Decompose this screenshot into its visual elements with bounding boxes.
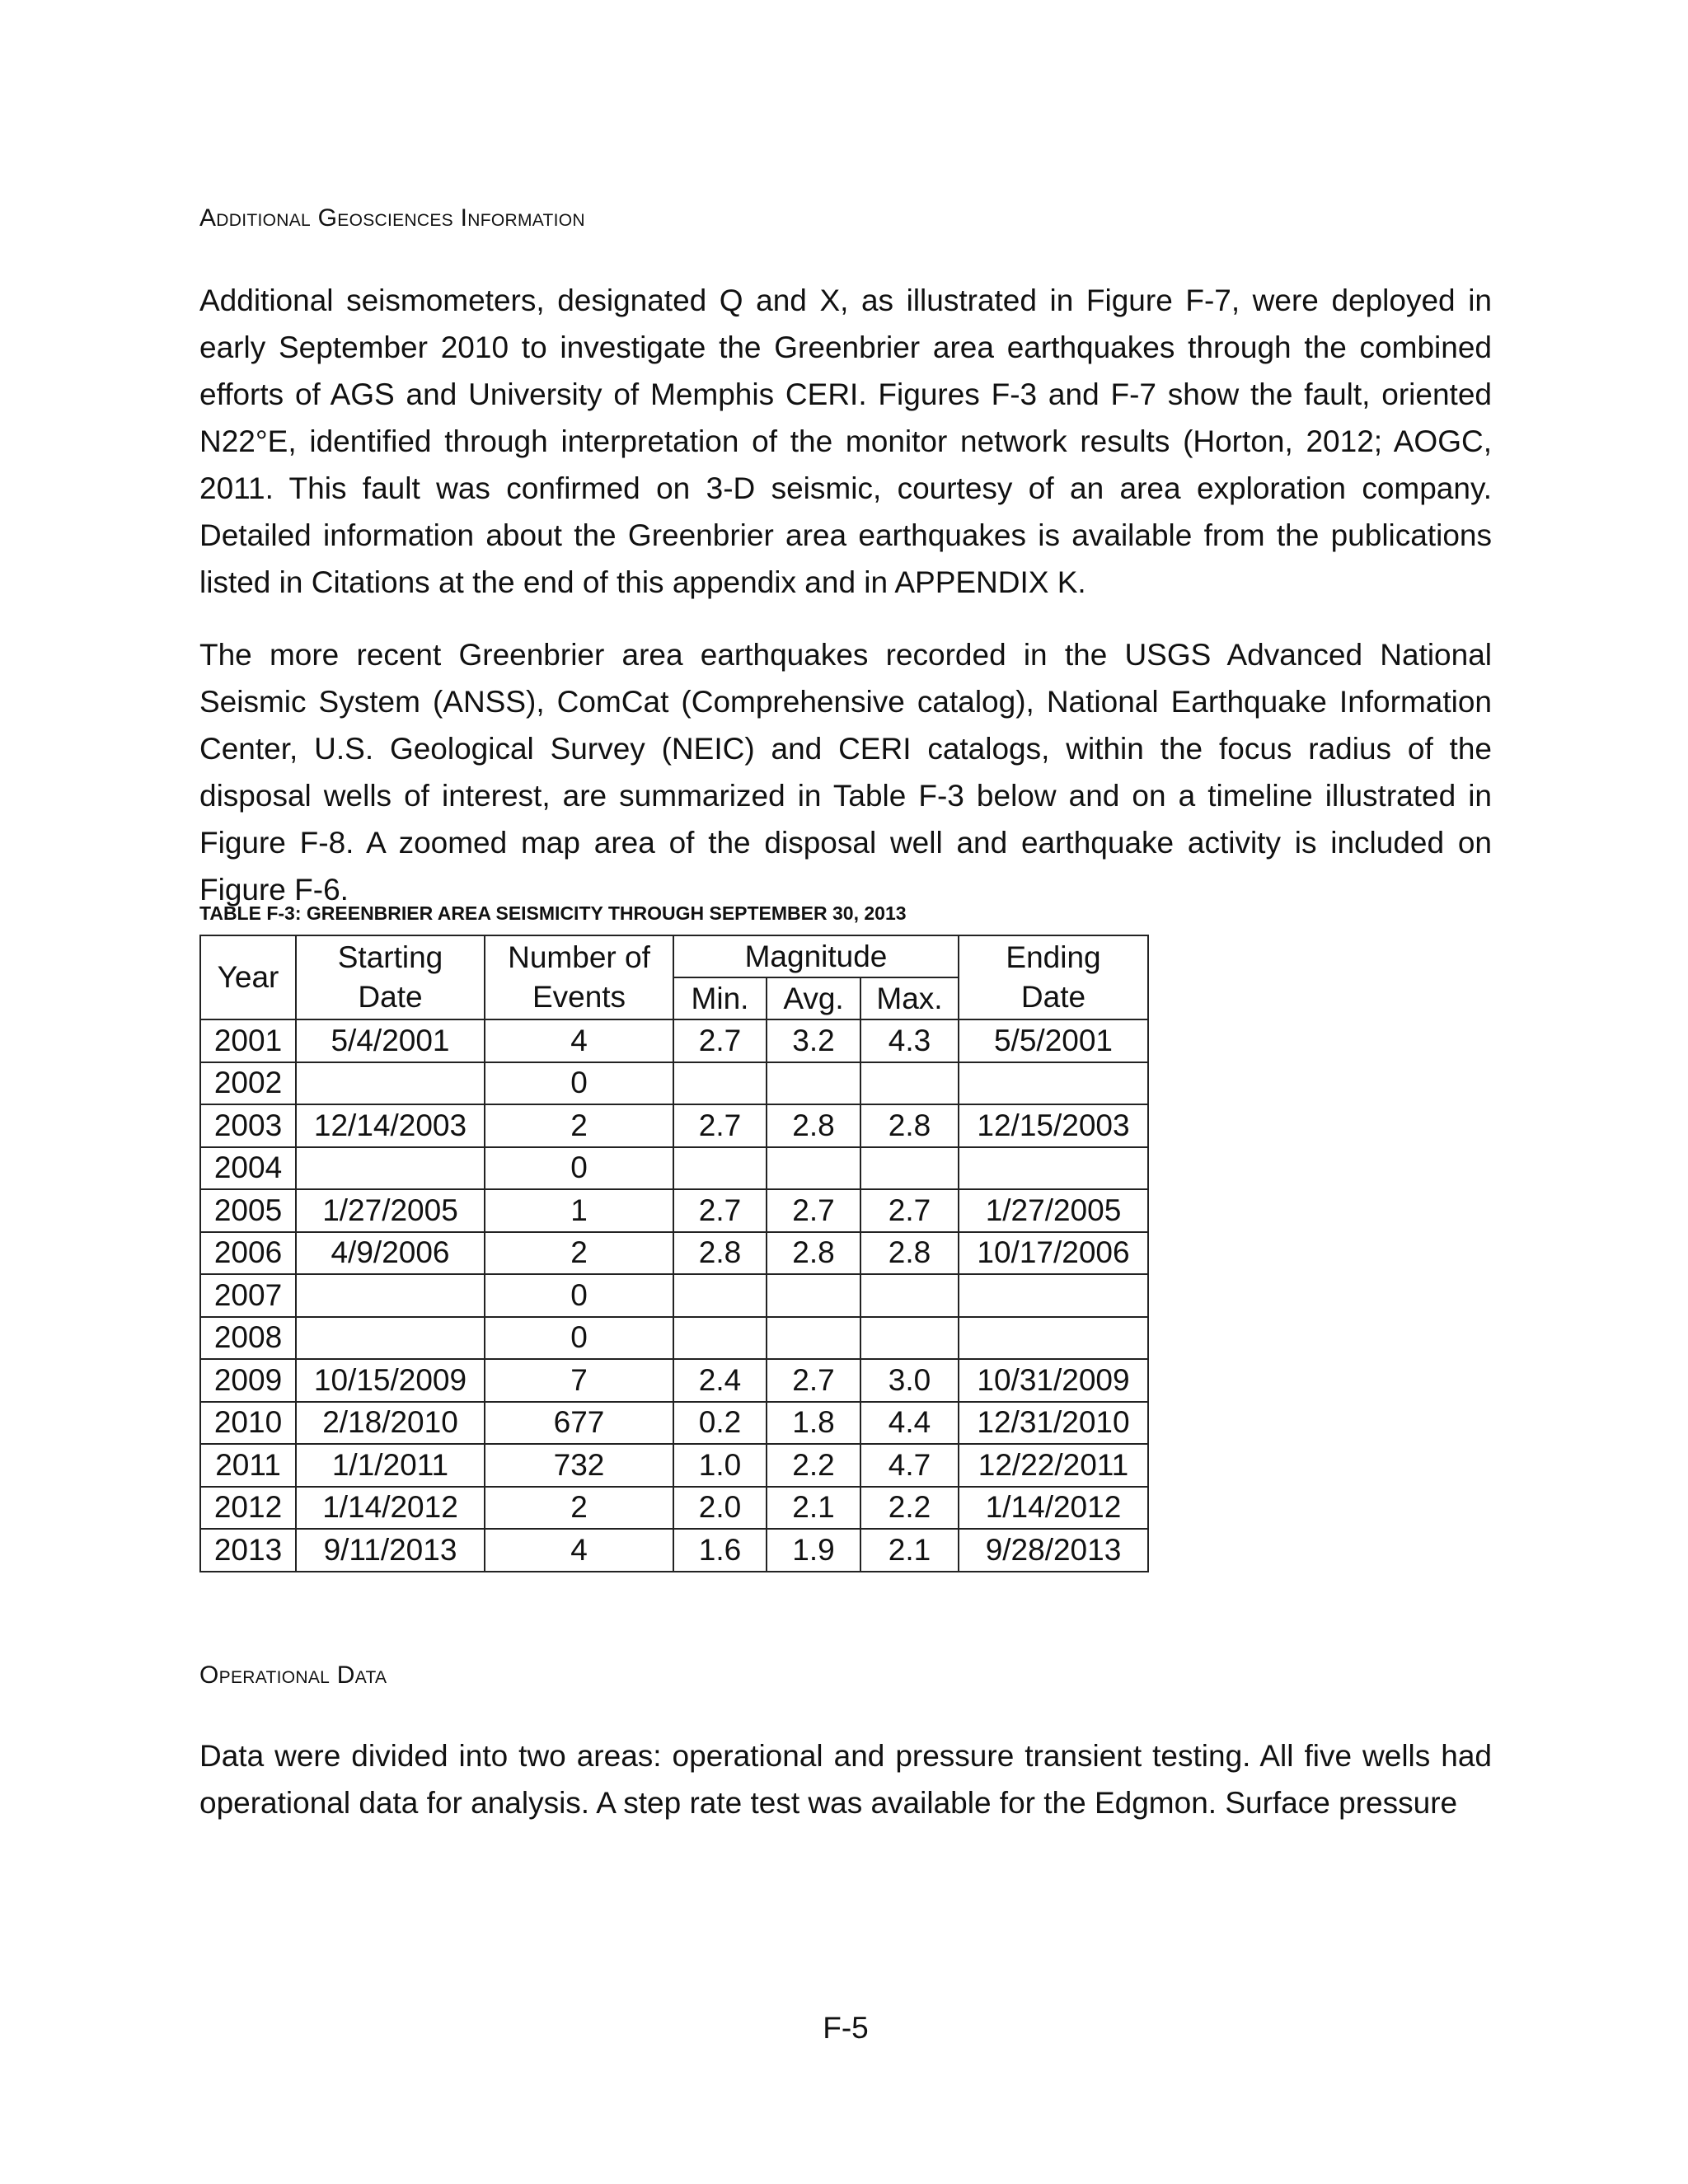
table-row	[200, 1402, 1148, 1445]
cell-events: 0	[485, 1062, 673, 1105]
paragraph-seismometers: Additional seismometers, designated Q and X, as illustrated in Figure F-7, were deployed in early September 2010 to investigate the Greenbrier area earthquakes through the combined efforts of AGS and University of Memphis CERI. Figures F-3 and F-7 show the fault, oriented N22°E, identified through interpretation of the monitor network results (Horton, 2012; AOGC, 2011. This fault was confirmed on 3-D seismic, courtesy of an area exploration company. Detailed information about the Greenbrier area earthquakes is available from the publications listed in Citations at the end of this appendix and in APPENDIX K.	[199, 284, 1492, 599]
cell-year: 2007	[200, 1274, 296, 1317]
table-row	[200, 1487, 1148, 1530]
cell-end: 12/22/2011	[959, 1444, 1148, 1487]
table-row	[200, 1317, 1148, 1360]
cell-max	[860, 1147, 959, 1190]
cell-start	[296, 1317, 485, 1360]
cell-year: 2013	[200, 1529, 296, 1572]
cell-min: 2.7	[673, 1189, 767, 1232]
cell-events: 2	[485, 1487, 673, 1530]
cell-year: 2002	[200, 1062, 296, 1105]
cell-min	[673, 1062, 767, 1105]
table-row	[200, 1274, 1148, 1317]
cell-end: 9/28/2013	[959, 1529, 1148, 1572]
cell-end	[959, 1274, 1148, 1317]
cell-start: 12/14/2003	[296, 1104, 485, 1147]
cell-start: 9/11/2013	[296, 1529, 485, 1572]
cell-min	[673, 1274, 767, 1317]
cell-min	[673, 1317, 767, 1360]
cell-events: 0	[485, 1147, 673, 1190]
table-row	[200, 1062, 1148, 1105]
page-number: F-5	[823, 2011, 869, 2045]
cell-max: 2.1	[860, 1529, 959, 1572]
cell-start: 1/14/2012	[296, 1487, 485, 1530]
header-number-of-events-line2: Events	[532, 980, 626, 1014]
paragraph-recent-earthquakes: The more recent Greenbrier area earthquakes recorded in the USGS Advanced National Seismic System (ANSS), ComCat (Comprehensive catalog), National Earthquake Information Center, U.S. Geological Survey (NEIC) and CERI catalogs, within the focus radius of the disposal wells of interest, are summarized in Table F-3 below and on a timeline illustrated in Figure F-8. A zoomed map area of the disposal well and earthquake activity is included on Figure F-6.	[199, 638, 1492, 907]
cell-min: 2.7	[673, 1019, 767, 1062]
cell-start: 2/18/2010	[296, 1402, 485, 1445]
cell-min	[673, 1147, 767, 1190]
cell-max	[860, 1274, 959, 1317]
cell-avg	[767, 1062, 860, 1105]
cell-avg: 2.7	[767, 1359, 860, 1402]
cell-year: 2012	[200, 1487, 296, 1530]
cell-min: 2.7	[673, 1104, 767, 1147]
cell-year: 2011	[200, 1444, 296, 1487]
table-row	[200, 1232, 1148, 1275]
header-max: Max.	[860, 977, 959, 1019]
cell-min: 1.0	[673, 1444, 767, 1487]
cell-year: 2004	[200, 1147, 296, 1190]
cell-events: 677	[485, 1402, 673, 1445]
header-number-of-events	[485, 935, 673, 1019]
cell-start: 4/9/2006	[296, 1232, 485, 1275]
cell-start: 1/1/2011	[296, 1444, 485, 1487]
table-row	[200, 1529, 1148, 1572]
cell-year: 2005	[200, 1189, 296, 1232]
header-ending-date-line2: Date	[1020, 980, 1086, 1014]
cell-max: 2.8	[860, 1104, 959, 1147]
cell-max: 2.7	[860, 1189, 959, 1232]
cell-avg	[767, 1147, 860, 1190]
cell-avg	[767, 1274, 860, 1317]
cell-start: 1/27/2005	[296, 1189, 485, 1232]
cell-end: 10/17/2006	[959, 1232, 1148, 1275]
cell-start	[296, 1147, 485, 1190]
cell-avg: 1.8	[767, 1402, 860, 1445]
cell-end: 1/27/2005	[959, 1189, 1148, 1232]
paragraph-operational-data: Data were divided into two areas: operational and pressure transient testing. All five wells had operational data for analysis. A step rate test was available for the Edgmon. Surface pressure	[199, 1739, 1492, 1820]
cell-min: 2.4	[673, 1359, 767, 1402]
cell-avg: 2.2	[767, 1444, 860, 1487]
table-row	[200, 1104, 1148, 1147]
cell-max: 3.0	[860, 1359, 959, 1402]
cell-avg: 3.2	[767, 1019, 860, 1062]
table-row	[200, 1444, 1148, 1487]
header-starting-date	[296, 935, 485, 1019]
header-min: Min.	[673, 977, 767, 1019]
cell-events: 4	[485, 1019, 673, 1062]
cell-max: 4.7	[860, 1444, 959, 1487]
cell-max: 4.4	[860, 1402, 959, 1445]
cell-start: 10/15/2009	[296, 1359, 485, 1402]
cell-start	[296, 1274, 485, 1317]
table-caption: TABLE F-3: GREENBRIER AREA SEISMICITY THROUGH SEPTEMBER 30, 2013	[199, 902, 907, 924]
section-heading-operational-data: Operational Data	[199, 1661, 387, 1689]
cell-end: 10/31/2009	[959, 1359, 1148, 1402]
cell-min: 1.6	[673, 1529, 767, 1572]
cell-year: 2009	[200, 1359, 296, 1402]
cell-end	[959, 1317, 1148, 1360]
cell-max: 2.8	[860, 1232, 959, 1275]
cell-min: 0.2	[673, 1402, 767, 1445]
cell-events: 2	[485, 1104, 673, 1147]
cell-end: 1/14/2012	[959, 1487, 1148, 1530]
table-header-row-1	[200, 935, 1148, 977]
cell-min: 2.8	[673, 1232, 767, 1275]
table-row	[200, 1019, 1148, 1062]
cell-year: 2010	[200, 1402, 296, 1445]
cell-start	[296, 1062, 485, 1105]
cell-avg: 2.8	[767, 1232, 860, 1275]
cell-start: 5/4/2001	[296, 1019, 485, 1062]
cell-min: 2.0	[673, 1487, 767, 1530]
seismicity-table	[199, 935, 1149, 1572]
header-avg: Avg.	[767, 977, 860, 1019]
cell-max	[860, 1062, 959, 1105]
cell-events: 7	[485, 1359, 673, 1402]
cell-events: 0	[485, 1274, 673, 1317]
header-ending-date-line1: Ending	[1006, 940, 1101, 974]
header-number-of-events-line1: Number of	[508, 940, 650, 974]
header-magnitude: Magnitude	[673, 935, 959, 977]
header-starting-date-line1: Starting	[337, 940, 443, 974]
cell-avg: 2.1	[767, 1487, 860, 1530]
section-heading-additional-geosciences: Additional Geosciences Information	[199, 204, 585, 232]
cell-end	[959, 1147, 1148, 1190]
table-row	[200, 1359, 1148, 1402]
cell-year: 2001	[200, 1019, 296, 1062]
cell-events: 0	[485, 1317, 673, 1360]
table-row	[200, 1147, 1148, 1190]
cell-end: 12/31/2010	[959, 1402, 1148, 1445]
cell-max: 2.2	[860, 1487, 959, 1530]
cell-events: 2	[485, 1232, 673, 1275]
cell-avg	[767, 1317, 860, 1360]
header-ending-date	[959, 935, 1148, 1019]
cell-year: 2003	[200, 1104, 296, 1147]
cell-avg: 1.9	[767, 1529, 860, 1572]
cell-end: 12/15/2003	[959, 1104, 1148, 1147]
cell-avg: 2.8	[767, 1104, 860, 1147]
cell-end: 5/5/2001	[959, 1019, 1148, 1062]
cell-events: 4	[485, 1529, 673, 1572]
cell-events: 732	[485, 1444, 673, 1487]
table-row	[200, 1189, 1148, 1232]
cell-max	[860, 1317, 959, 1360]
cell-avg: 2.7	[767, 1189, 860, 1232]
header-year: Year	[200, 935, 296, 1019]
cell-events: 1	[485, 1189, 673, 1232]
cell-end	[959, 1062, 1148, 1105]
header-starting-date-line2: Date	[358, 980, 423, 1014]
cell-year: 2008	[200, 1317, 296, 1360]
cell-year: 2006	[200, 1232, 296, 1275]
cell-max: 4.3	[860, 1019, 959, 1062]
